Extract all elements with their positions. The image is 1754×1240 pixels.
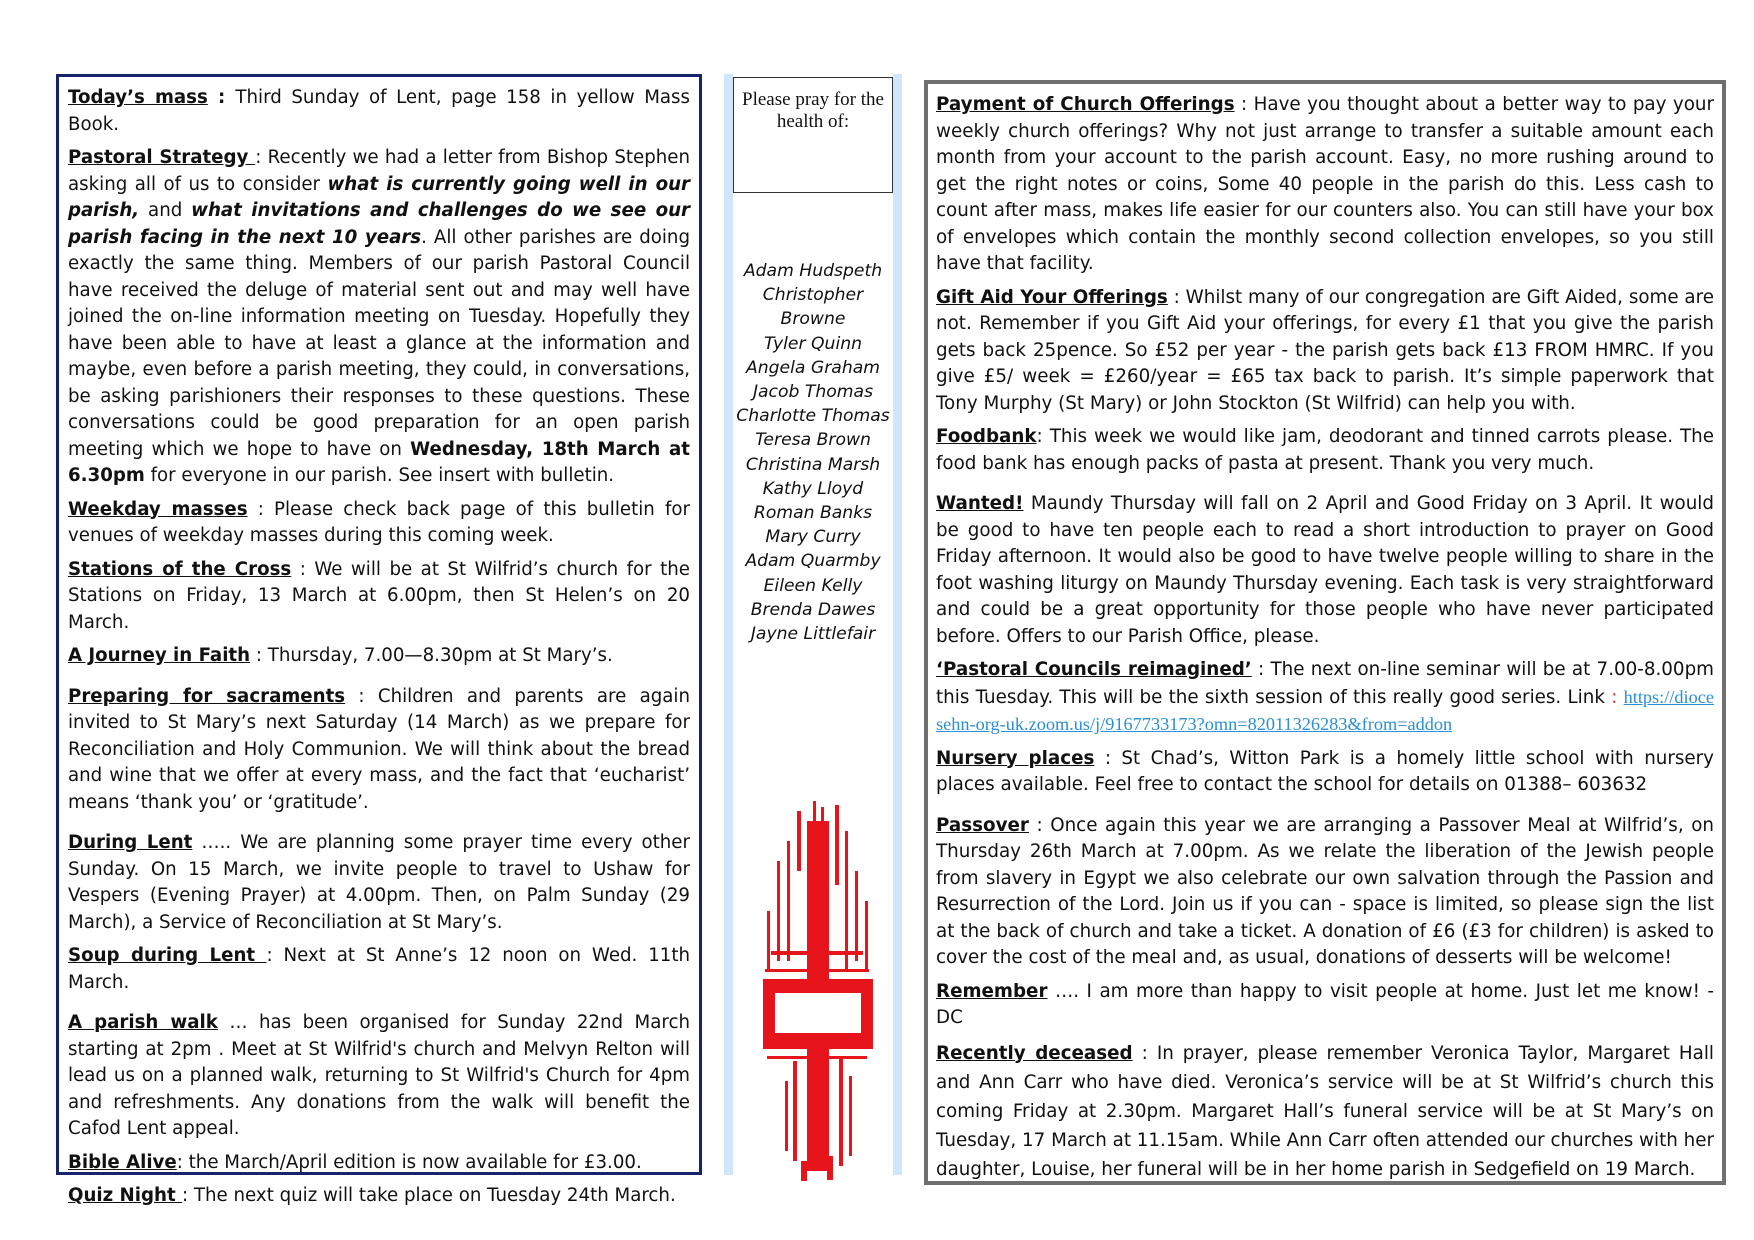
notice-text: Maundy Thursday will fall on 2 April and Good Friday on 3 April. It would be good to have ten people each to read a short introduction to prayer on Good Friday afternoon. It would also be good to have twelve people willing to share in the foot washing liturgy on Maundy Thursday evening. Each task is very straightforward and could be a great opportunity for those people who have never participated before. Offers to our Parish Office, please.: [936, 493, 1714, 647]
notice-text: : St Chad’s, Witton Park is a homely little school with nursery places available. Feel free to contact the school for details on 01388– 603632: [936, 747, 1714, 795]
notice-text: …. I am more than happy to visit people at home. Just let me know! - DC: [936, 980, 1714, 1028]
prayer-names-list: [733, 259, 893, 646]
prayer-name: Roman Banks: [753, 503, 873, 524]
pastoral-councils-notice: [936, 657, 1714, 739]
notice-emphasis: what is currently going well in our parish,: [68, 173, 691, 221]
notice-separator: :: [207, 87, 236, 108]
notice-heading: Payment of Church Offerings: [936, 94, 1235, 115]
prayer-name: Teresa Brown: [755, 430, 871, 451]
notice-text: : Children and parents are again invited to St Mary’s next Saturday (14 March) as we prepare for Reconciliation and Holy Communion. We will think about the bread and wine that we offer at every mass, and the fact that ‘eucharist’ means ‘thank you’ or ‘gratitude’.: [68, 685, 691, 813]
notice-heading: A Journey in Faith: [68, 645, 251, 666]
prayer-name: Jacob Thomas: [752, 382, 874, 403]
pray-for-title: Please pray for the health of:: [742, 89, 884, 132]
remember-notice: [936, 979, 1714, 1032]
notice-text: : the March/April edition is now available for £3.00.: [176, 1151, 642, 1173]
zoom-seminar-link[interactable]: https://diocesehn-org-uk.zoom.us/j/9167733173?omn=82011326283&from=addon: [936, 686, 1714, 734]
prayer-name: Angela Graham: [746, 357, 880, 378]
deceased-notice: [936, 1039, 1714, 1184]
payment-notice: [936, 92, 1714, 278]
notice-heading: Recently deceased: [936, 1042, 1133, 1064]
stations-notice: [68, 557, 690, 637]
notice-heading: Pastoral Strategy: [68, 147, 256, 168]
notice-text: Third Sunday of Lent, page 158 in yellow Mass Book.: [68, 87, 691, 135]
during-lent-notice: [68, 830, 690, 936]
notice-heading: ‘Pastoral Councils reimagined’: [936, 659, 1252, 680]
parish-walk-notice: [68, 1010, 690, 1143]
notice-text: ….. We are planning some prayer time every other Sunday. On 15 March, we invite people to travel to Ushaw for Vespers (Evening Prayer) at 4.00pm. Then, on Palm Sunday (29 March), a Service of Reconciliation at St Mary’s.: [68, 832, 690, 933]
notice-heading: Weekday masses: [68, 498, 248, 520]
notice-emphasis: what invitations and challenges do we see our parish facing in the next 10 years: [68, 200, 690, 248]
notice-text: : Have you thought about a better way to pay your weekly church offerings? Why not just arrange to transfer a suitable amount each month from your account to the parish account. Easy, no more rushing around to get the right notes or coins, Some 40 people in the parish do this. Less cash to count after mass, makes life easier for our counters also. You can still have your box of envelopes which contain the monthly second collection envelopes, so you still have that facility.: [936, 94, 1714, 274]
gift-aid-notice: [936, 285, 1714, 418]
notice-heading: Today’s mass: [68, 87, 208, 108]
notice-text: : Recently we had a letter from Bishop Stephen asking all of us to consider: [68, 147, 690, 195]
notice-heading: Gift Aid Your Offerings: [936, 286, 1168, 308]
foodbank-notice: [936, 424, 1714, 477]
notice-heading: Foodbank: [936, 426, 1037, 447]
notice-heading: Preparing for sacraments: [68, 685, 346, 707]
notice-text: : The next on-line seminar will be at 7.00-8.00pm this Tuesday. This will be the sixth session of this really good series. Link: [936, 659, 1714, 708]
notice-text: … has been organised for Sunday 22nd March starting at 2pm . Meet at St Wilfrid's church and Melvyn Relton will lead us on a planned walk, returning to St Wilfrid's Church for 4pm and refreshments. Any donations from the walk will benefit the Cafod Lent appeal.: [68, 1012, 690, 1139]
prayer-name: Jayne Littlefair: [750, 624, 876, 645]
prayer-name: Christina Marsh: [745, 454, 881, 475]
notice-text: : We will be at St Wilfrid’s church for the Stations on Friday, 13 March at 6.00pm, then St Helen’s on 20 March.: [68, 558, 690, 633]
notice-heading: Soup during Lent: [68, 945, 267, 966]
prayer-name: Eileen Kelly: [763, 575, 863, 596]
todays-mass-notice: [68, 85, 690, 138]
notice-text: : In prayer, please remember Veronica Taylor, Margaret Hall and Ann Carr who have died. Veronica’s service will be at St Wilfrid’s church this coming Friday at 2.30pm. Margaret Hall’s funeral service will be at St Mary’s on Tuesday, 17 March at 11.15am. While Ann Carr often attended our churches with her daughter, Louise, her funeral will be in her home parish in Sedgefield on 19 March.: [936, 1042, 1714, 1180]
wanted-notice: [936, 491, 1714, 650]
notice-text: : Thursday, 7.00—8.30pm at St Mary’s.: [250, 645, 613, 666]
notice-heading: Quiz Night: [68, 1185, 183, 1206]
notice-text: . All other parishes are doing exactly the same thing. Members of our parish Pastoral Council have received the deluge of material sent out and may well have joined the on-line information meeting on Tuesday. Hopefully they have been able to have at least a glance at the information and maybe, even before a parish meeting, they could, in conversations, be asking parishioners their responses to these questions. These conversations could be good preparation for an open parish meeting which we hope to have on: [68, 226, 690, 460]
prayer-name: Charlotte Thomas: [736, 406, 890, 427]
pastoral-strategy-notice: [68, 145, 690, 490]
notice-heading: Wanted!: [936, 493, 1024, 514]
notice-text: : Please check back page of this bulletin for venues of weekday masses during this coming week.: [68, 498, 690, 546]
prayer-name: Adam Hudspeth: [743, 261, 883, 281]
prayer-name: Mary Curry: [765, 527, 861, 548]
bible-alive-notice: [68, 1150, 690, 1177]
notice-text: : The next quiz will take place on Tuesday 24th March.: [182, 1185, 676, 1206]
sacraments-notice: [68, 684, 690, 817]
notice-heading: Remember: [936, 980, 1048, 1002]
prayer-name: Kathy Lloyd: [762, 478, 864, 499]
prayer-name: Brenda Dawes: [750, 599, 876, 620]
notice-text: : Once again this year we are arranging a Passover Meal at Wilfrid’s, on Thursday 26th March at 7.00pm. As we relate the liberation of the Jewish people from slavery in Egypt we also celebrate our own salvation through the Passion and Resurrection of the Lord. Join us if you can - space is limited, so please sign the list at the back of church and take a ticket. A donation of £6 (£3 for children) is asked to cover the cost of the meal and, as usual, donations of desserts will be welcome!: [936, 814, 1714, 968]
notice-text: : Next at St Anne’s 12 noon on Wed. 11th March.: [68, 945, 691, 993]
meeting-date: Wednesday, 18th March at 6.30pm: [68, 438, 690, 486]
right-notices-panel: [924, 80, 1726, 1185]
prayer-name: Tyler Quinn: [763, 333, 863, 354]
notice-heading: Passover: [936, 814, 1029, 836]
link-separator: :: [1604, 686, 1624, 708]
red-cross-icon: [757, 801, 877, 1183]
passover-notice: [936, 813, 1714, 972]
notice-heading: Nursery places: [936, 747, 1095, 769]
weekday-masses-notice: [68, 497, 690, 550]
notice-heading: Bible Alive: [68, 1151, 177, 1173]
pray-for-box: [733, 77, 893, 193]
prayer-name: Adam Quarmby: [745, 551, 881, 572]
notice-heading: A parish walk: [68, 1012, 218, 1033]
notice-heading: During Lent: [68, 832, 193, 853]
left-notices-panel: [56, 74, 702, 1206]
notice-text: : This week we would like jam, deodorant and tinned carrots please. The food bank has enough packs of pasta at present. Thank you very much.: [936, 426, 1714, 474]
quiz-notice: [68, 1183, 690, 1210]
notice-text: for everyone in our parish. See insert with bulletin.: [144, 465, 615, 486]
soup-notice: [68, 943, 690, 996]
journey-notice: [68, 643, 690, 670]
notice-text: : Whilst many of our congregation are Gift Aided, some are not. Remember if you Gift Aid your offerings, for every £1 that you give the parish gets back 25pence. So £52 per year - the parish gets back £13 FROM HMRC. If you give £5/ week = £260/year = £65 tax back to parish. It’s simple paperwork that Tony Murphy (St Mary) or John Stockton (St Wilfrid) can help you with.: [936, 286, 1714, 414]
prayer-column: [724, 74, 902, 1175]
prayer-name: Christopher Browne: [762, 285, 864, 330]
notice-heading: Stations of the Cross: [68, 558, 292, 580]
nursery-notice: [936, 746, 1714, 799]
notice-text: and: [139, 200, 192, 221]
